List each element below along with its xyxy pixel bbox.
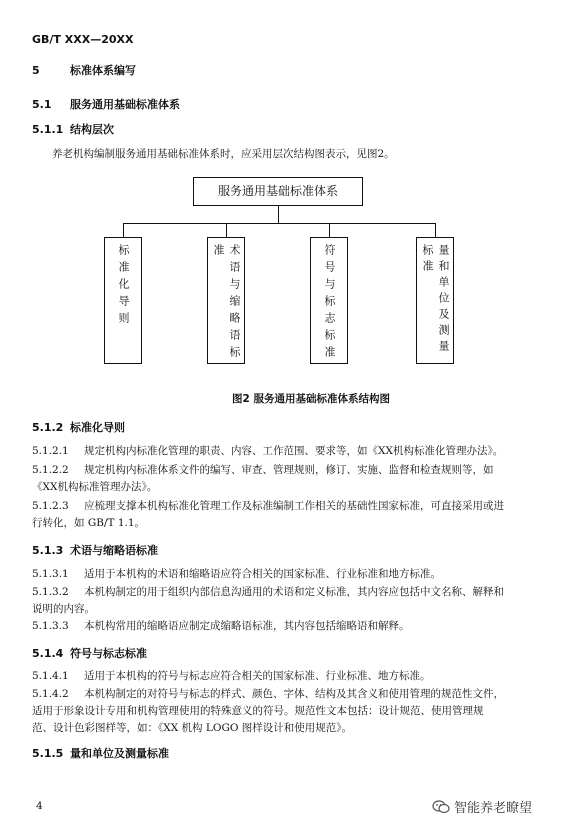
clause-text: 本机构常用的缩略语应制定成缩略语标准，其内容包括缩略语和解释。 <box>84 620 410 632</box>
clause-number: 5.1.2.1 <box>32 445 69 457</box>
diagram-top-label: 服务通用基础标准体系 <box>217 184 338 198</box>
clause <box>32 618 410 633</box>
clause-continuation: 行转化，如 GB/T 1.1。 <box>32 517 146 529</box>
section-number: 5.1.5 <box>32 747 64 760</box>
section-title: 标准化导则 <box>70 421 125 434</box>
diagram-child-label: 量和单位及测量标准 <box>421 244 450 356</box>
clause-text: 本机构制定的对符号与标志的样式、颜色、字体、结构及其含义和使用管理的规范性文件， <box>84 688 504 700</box>
diagram-child-box <box>416 237 454 364</box>
diagram-top-box <box>193 177 363 206</box>
clause-number: 5.1.4.1 <box>32 670 69 682</box>
connector-line <box>123 223 124 237</box>
clause <box>32 462 494 477</box>
connector-line <box>435 223 436 237</box>
section-number: 5.1.4 <box>32 647 64 660</box>
section-number: 5.1.1 <box>32 123 64 136</box>
section-title: 服务通用基础标准体系 <box>70 98 180 111</box>
diagram-child-label: 标准化导则 <box>117 244 130 329</box>
section-number: 5.1.3 <box>32 544 64 557</box>
section-title: 结构层次 <box>70 123 114 136</box>
clause-continuation: 说明的内容。 <box>32 603 95 615</box>
clause-text: 规定机构内标准化管理的职责、内容、工作范围、要求等，如《XX机构标准化管理办法》。 <box>84 445 504 457</box>
section-title: 量和单位及测量标准 <box>70 747 169 760</box>
clause-text: 适用于本机构的符号与标志应符合相关的国家标准、行业标准、地方标准。 <box>84 670 431 682</box>
figure-caption: 图2 服务通用基础标准体系结构图 <box>232 393 390 405</box>
connector-line <box>123 223 436 224</box>
section-number: 5.1.2 <box>32 421 64 434</box>
clause-continuation: 范、设计色彩图样等，如：《XX 机构 LOGO 图样设计和使用规范》。 <box>32 722 353 734</box>
clause-continuation: 《XX机构标准管理办法》。 <box>32 481 158 493</box>
section-5-1-heading <box>32 96 180 112</box>
clause-number: 5.1.2.3 <box>32 500 69 512</box>
clause <box>32 443 503 458</box>
clause-number: 5.1.4.2 <box>32 688 69 700</box>
clause <box>32 686 504 701</box>
section-title: 标准体系编写 <box>70 64 136 77</box>
connector-line <box>278 206 279 223</box>
section-number: 5 <box>32 64 40 77</box>
diagram-child-box <box>207 237 245 364</box>
paragraph: 养老机构编制服务通用基础标准体系时，应采用层次结构图表示，见图2。 <box>52 148 395 160</box>
clause <box>32 498 504 513</box>
clause-text: 应梳理支撑本机构标准化管理工作及标准编制工作相关的基础性国家标准，可直接采用或进 <box>84 500 504 512</box>
section-title: 符号与标志标准 <box>70 647 147 660</box>
diagram-child-label: 符号与标志标准 <box>323 244 336 363</box>
clause-number: 5.1.3.3 <box>32 620 69 632</box>
section-5-1-4-heading <box>32 645 147 661</box>
page-number: 4 <box>36 800 43 812</box>
diagram-child-box <box>310 237 348 364</box>
clause-text: 规定机构内标准体系文件的编写、审查、管理规则，修订、实施、监督和检查规则等，如 <box>84 464 494 476</box>
section-5-1-5-heading <box>32 745 169 761</box>
section-5-1-1-heading <box>32 121 114 137</box>
clause <box>32 566 441 581</box>
section-5-1-2-heading <box>32 419 125 435</box>
clause-continuation: 适用于形象设计专用和机构管理使用的特殊意义的符号。规范性文本包括：设计规范、使用管理规 <box>32 705 484 717</box>
watermark <box>432 797 532 816</box>
document-code: GB/T XXX—20XX <box>32 33 134 46</box>
clause-number: 5.1.2.2 <box>32 464 69 476</box>
clause-number: 5.1.3.2 <box>32 586 69 598</box>
wechat-icon <box>432 800 450 814</box>
clause-number: 5.1.3.1 <box>32 568 69 580</box>
clause-text: 适用于本机构的术语和缩略语应符合相关的国家标准、行业标准和地方标准。 <box>84 568 441 580</box>
section-5-1-3-heading <box>32 542 158 558</box>
diagram-child-box <box>104 237 142 364</box>
clause-text: 本机构制定的用于组织内部信息沟通用的术语和定义标准，其内容应包括中文名称、解释和 <box>84 586 504 598</box>
watermark-text: 智能养老瞭望 <box>454 801 533 816</box>
section-title: 术语与缩略语标准 <box>70 544 158 557</box>
clause <box>32 668 431 683</box>
connector-line <box>226 223 227 237</box>
section-number: 5.1 <box>32 98 52 111</box>
clause <box>32 584 504 599</box>
diagram-child-label: 术语与缩略语标准 <box>212 244 241 363</box>
connector-line <box>329 223 330 237</box>
section-5-heading <box>32 62 136 78</box>
